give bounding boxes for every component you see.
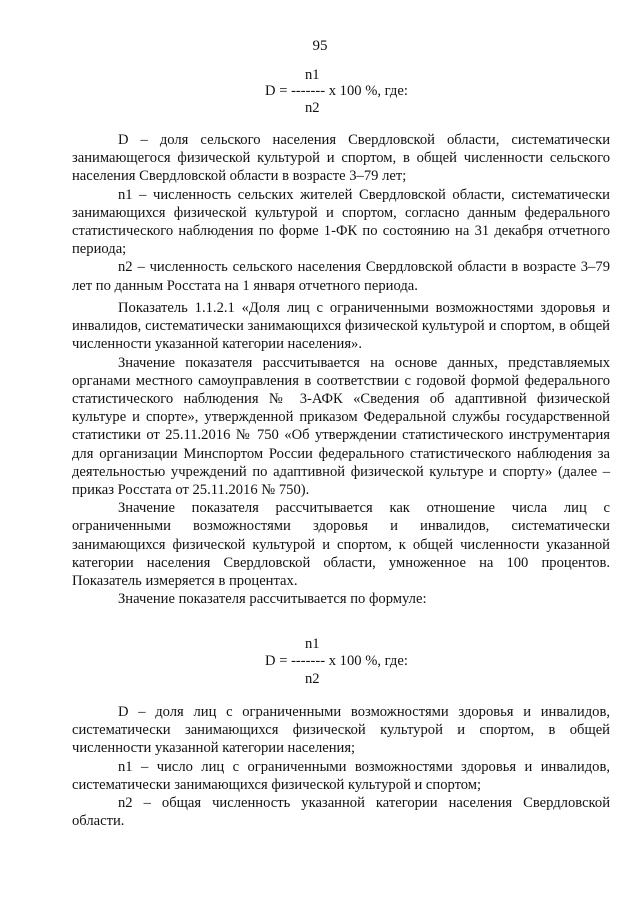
formula-2-numerator: n1: [305, 636, 320, 652]
formula-2-equation: D = ------- x 100 %, где:: [265, 653, 408, 669]
formula-1: [265, 66, 465, 116]
paragraph: D – доля лиц с ограниченными возможностями здоровья и инвалидов, систематически занимающихся физической культурой и спортом, в общей численности указанной категории населения;: [72, 704, 610, 757]
paragraph: Значение показателя рассчитывается по формуле:: [118, 591, 427, 608]
paragraph: Показатель 1.1.2.1 «Доля лиц с ограниченными возможностями здоровья и инвалидов, систематически занимающихся физической культурой и спортом, в общей численности указанной категории населения».: [72, 300, 610, 353]
formula-2: [265, 635, 465, 685]
paragraph: n2 – общая численность указанной категории населения Свердловской области.: [72, 795, 610, 830]
formula-1-numerator: n1: [305, 67, 320, 83]
formula-2-denominator: n2: [305, 671, 320, 687]
formula-1-equation: D = ------- x 100 %, где:: [265, 83, 408, 99]
paragraph: n1 – число лиц с ограниченными возможностями здоровья и инвалидов, систематически занимающихся физической культурой и спортом;: [72, 758, 610, 793]
formula-1-denominator: n2: [305, 100, 320, 116]
indicator-description-block: [72, 299, 610, 608]
definitions-block-1: [72, 131, 610, 295]
page-number: 95: [312, 38, 328, 54]
paragraph: n2 – численность сельского населения Свердловской области в возрасте 3–79 лет по данным Росстата на 1 января отчетного периода.: [72, 259, 610, 294]
paragraph: Значение показателя рассчитывается на основе данных, представляемых органами местного самоуправления в соответствии с годовой формой федерального статистического наблюдения № 3-АФК «Сведения об адаптивной физической культуре и спорте», утвержденной приказом Федеральной службы государственной статистики от 25.11.2016 № 750 «Об утверждении статистического инструментария для организации Минспортом России федерального статистического наблюдения за деятельностью учреждений по адаптивной физической культуре и спорту» (далее – приказ Росстата от 25.11.2016 № 750).: [72, 354, 610, 499]
paragraph: n1 – численность сельских жителей Свердловской области, систематически занимающихся физической культурой и спортом, согласно данным федерального статистического наблюдения по форме 1-ФК по состоянию на 31 декабря отчетного периода;: [72, 186, 610, 258]
paragraph: Значение показателя рассчитывается как отношение числа лиц с ограниченными возможностями здоровья и инвалидов, систематически занимающихся физической культурой и спортом, к общей численности указанной категории населения Свердловской области, умноженное на 100 процентов. Показатель измеряется в процентах.: [72, 500, 610, 590]
paragraph: D – доля сельского населения Свердловской области, систематически занимающегося физической культурой и спортом, в общей численности сельского населения Свердловской области в возрасте 3–79 лет;: [72, 132, 611, 185]
definitions-block-2: [72, 703, 610, 830]
